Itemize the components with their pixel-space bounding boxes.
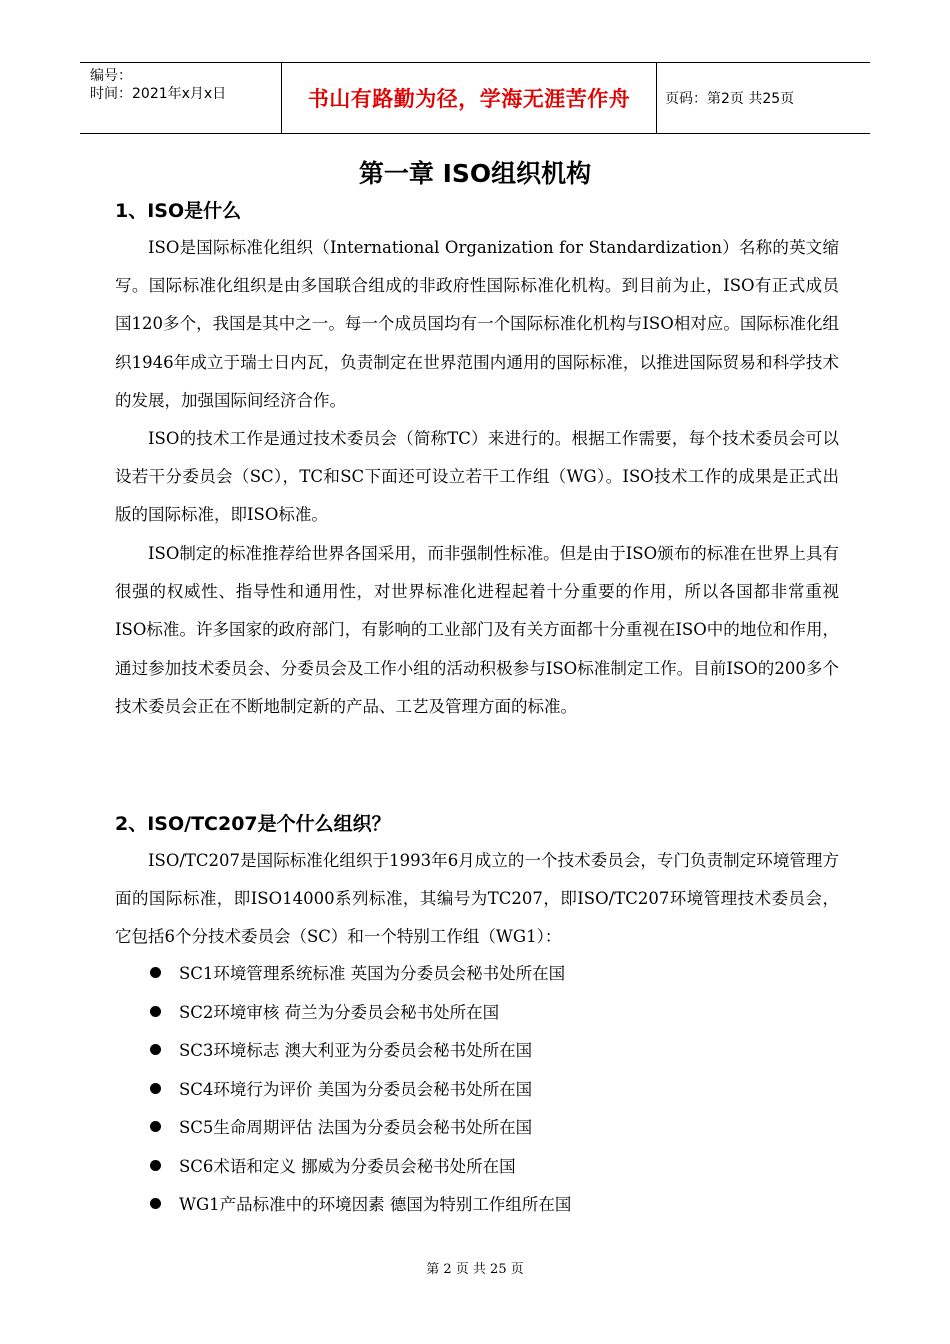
bullet-icon	[150, 1198, 161, 1209]
page-header	[80, 62, 870, 134]
bullet-icon	[150, 967, 161, 978]
chapter-title: 第一章 ISO组织机构	[358, 159, 592, 188]
bullet-icon	[150, 1083, 161, 1094]
bullet-icon	[150, 1006, 161, 1017]
section1-heading: 1、ISO是什么	[115, 200, 242, 222]
time-label: 时间：2021年x月x日	[90, 86, 227, 102]
bullet-icon	[150, 1044, 161, 1055]
header-meta	[80, 63, 280, 133]
list-item: SC4环境行为评价 美国为分委员会秘书处所在国	[150, 1071, 571, 1110]
section1-paragraph-1: ISO是国际标准化组织（International Organization for Standardization）名称的英文缩写。国际标准化组织是由多国联合组成的非政府性国际标准化机构。到目前为止，ISO有正式成员国120多个，我国是其中之一。每一个成员国均有一个国际标准化机构与ISO相对应。国际标准化组织1946年成立于瑞士日内瓦，负责制定在世界范围内通用的国际标准，以推进国际贸易和科学技术的发展，加强国际间经济合作。	[115, 238, 839, 410]
page-footer: 第 2 页 共 25 页	[426, 1262, 524, 1277]
list-item: SC6术语和定义 挪威为分委员会秘书处所在国	[150, 1148, 571, 1187]
subcommittee-list	[150, 955, 571, 1225]
section2-heading: 2、ISO/TC207是个什么组织？	[115, 813, 391, 835]
section2-paragraph: ISO/TC207是国际标准化组织于1993年6月成立的一个技术委员会，专门负责制定环境管理方面的国际标准，即ISO14000系列标准，其编号为TC207，即ISO/TC207环境管理技术委员会，它包括6个分技术委员会（SC）和一个特别工作组（WG1）：	[115, 851, 839, 947]
list-item: SC3环境标志 澳大利亚为分委员会秘书处所在国	[150, 1032, 571, 1071]
section1-paragraph-3: ISO制定的标准推荐给世界各国采用，而非强制性标准。但是由于ISO颁布的标准在世界上具有很强的权威性、指导性和通用性，对世界标准化进程起着十分重要的作用，所以各国都非常重视ISO标准。许多国家的政府部门，有影响的工业部门及有关方面都十分重视在ISO中的地位和作用，通过参加技术委员会、分委员会及工作小组的活动积极参与ISO标准制定工作。目前ISO的200多个技术委员会正在不断地制定新的产品、工艺及管理方面的标准。	[115, 544, 839, 716]
list-item: SC2环境审核 荷兰为分委员会秘书处所在国	[150, 994, 571, 1033]
list-item: WG1产品标准中的环境因素 德国为特别工作组所在国	[150, 1186, 571, 1225]
bullet-icon	[150, 1160, 161, 1171]
bullet-icon	[150, 1121, 161, 1132]
header-page-info: 页码：第2页 共25页	[665, 91, 795, 107]
header-motto: 书山有路勤为径，学海无涯苦作舟	[307, 87, 631, 111]
section1-paragraph-2: ISO的技术工作是通过技术委员会（简称TC）来进行的。根据工作需要，每个技术委员会可以设若干分委员会（SC），TC和SC下面还可设立若干工作组（WG）。ISO技术工作的成果是正式出版的国际标准，即ISO标准。	[115, 429, 839, 525]
list-item: SC1环境管理系统标准 英国为分委员会秘书处所在国	[150, 955, 571, 994]
header-motto-cell	[281, 63, 657, 133]
list-item: SC5生命周期评估 法国为分委员会秘书处所在国	[150, 1109, 571, 1148]
number-label: 编号：	[90, 68, 132, 84]
